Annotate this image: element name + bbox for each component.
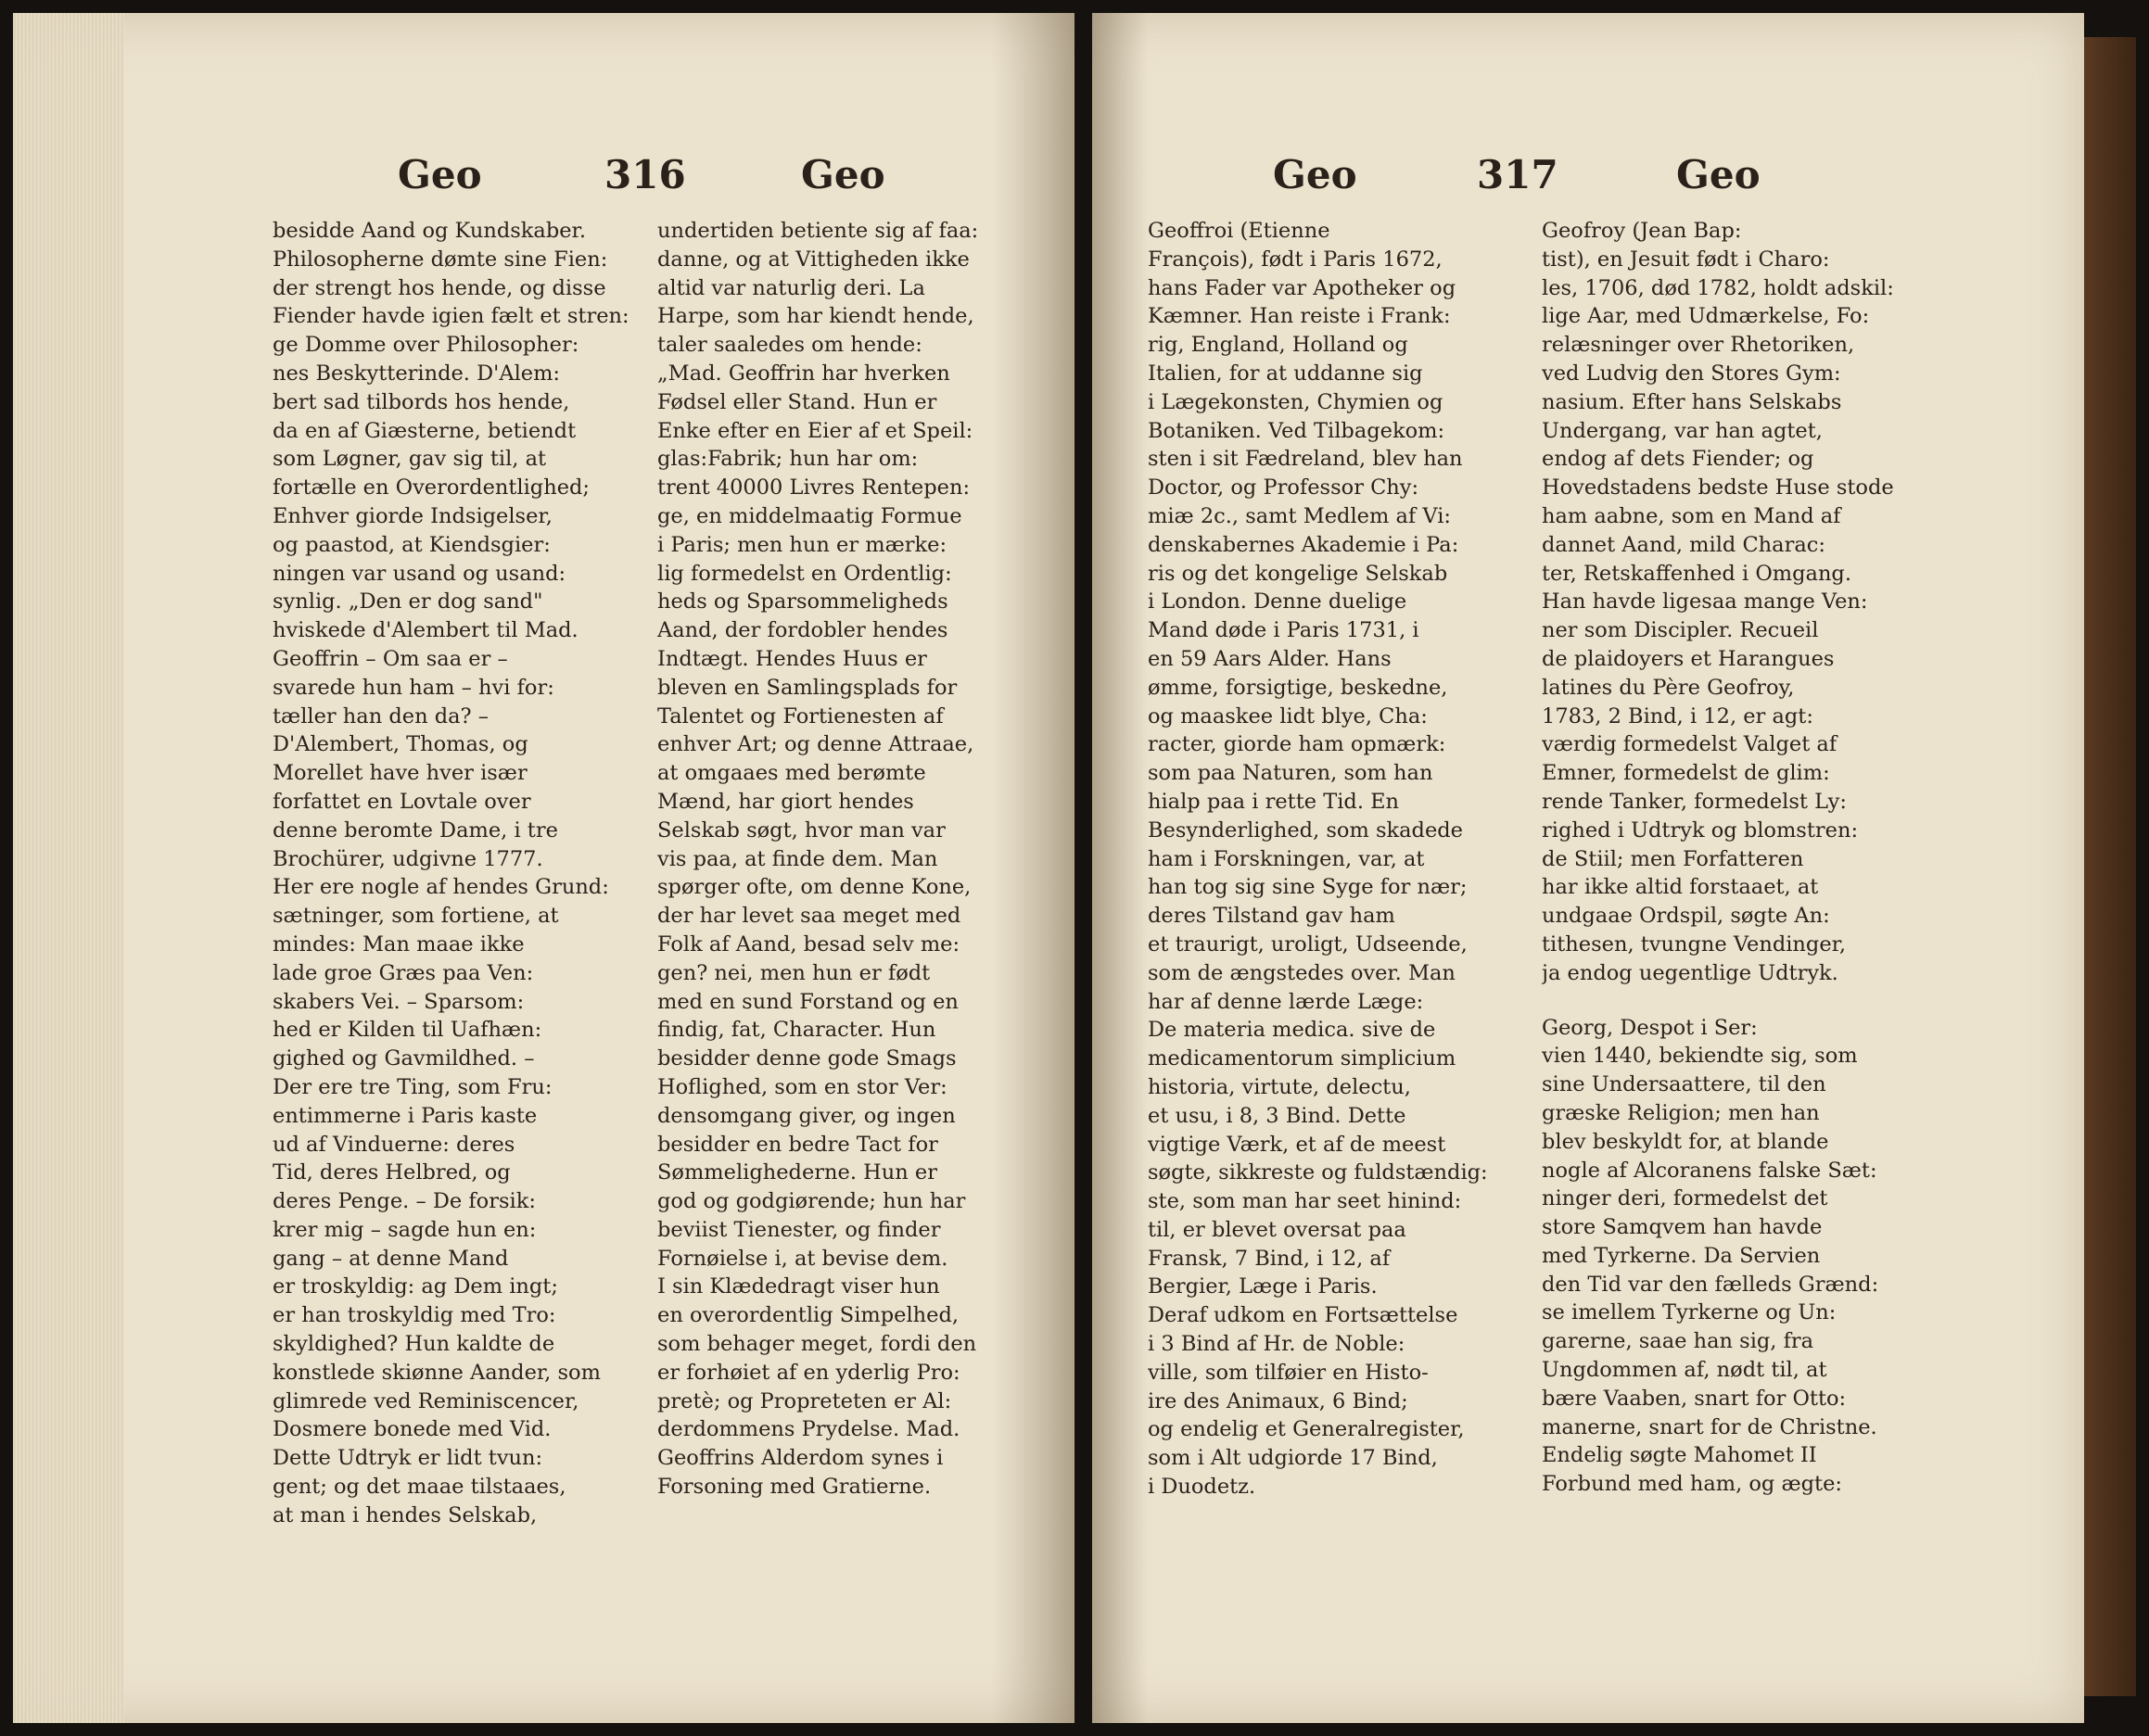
text-line: Brochürer, udgivne 1777.: [273, 846, 543, 871]
text-line: undertiden betiente sig af faa:: [657, 219, 979, 243]
text-line: de Stiil; men Forfatteren: [1542, 846, 1804, 871]
text-line: store Samqvem han havde: [1542, 1215, 1823, 1240]
text-line: nogle af Alcoranens falske Sæt:: [1542, 1158, 1877, 1183]
text-line: Tid, deres Helbred, og: [273, 1160, 511, 1185]
text-line: Undergang, var han agtet,: [1542, 418, 1823, 443]
text-line: 1783, 2 Bind, i 12, er agt:: [1542, 703, 1813, 729]
text-line: Besynderlighed, som skadede: [1148, 817, 1463, 843]
text-line: se imellem Tyrkerne og Un:: [1542, 1300, 1837, 1325]
text-line: François), født i Paris 1672,: [1148, 247, 1443, 272]
text-line: Aand, der fordobler hendes: [657, 618, 948, 643]
text-line: konstlede skiønne Aander, som: [273, 1360, 601, 1385]
entry-separator: [1542, 988, 1908, 1014]
text-line: som de ængstedes over. Man: [1148, 960, 1456, 985]
text-line: ningen var usand og usand:: [273, 561, 566, 586]
text-line: hans Fader var Apotheker og: [1148, 275, 1456, 300]
text-line: ømme, forsigtige, beskedne,: [1148, 675, 1448, 700]
text-line: Italien, for at uddanne sig: [1148, 361, 1423, 386]
running-head-left: Geo: [1273, 152, 1357, 197]
text-line: denskabernes Akademie i Pa:: [1148, 532, 1459, 557]
text-line: Forsoning med Gratierne.: [657, 1475, 932, 1500]
text-line: ire des Animaux, 6 Bind;: [1148, 1388, 1408, 1413]
text-line: og paastod, at Kiendsgier:: [273, 532, 551, 557]
text-line: bære Vaaben, snart for Otto:: [1542, 1386, 1847, 1411]
entry-geofroy: [1542, 217, 1908, 988]
text-line: Doctor, og Professor Chy:: [1148, 475, 1419, 501]
text-line: ge Domme over Philosopher:: [273, 333, 579, 358]
text-line: densomgang giver, og ingen: [657, 1103, 956, 1128]
text-line: Geoffroi (Etienne: [1148, 219, 1330, 243]
text-line: latines du Père Geofroy,: [1542, 675, 1795, 700]
text-line: spørger ofte, om denne Kone,: [657, 875, 972, 900]
text-line: Forbund med ham, og ægte:: [1542, 1472, 1842, 1497]
text-line: Hovedstadens bedste Huse stode: [1542, 475, 1894, 501]
text-line: Mand døde i Paris 1731, i: [1148, 618, 1419, 643]
text-line: Sømmelighederne. Hun er: [657, 1160, 937, 1185]
text-line: har ikke altid forstaaet, at: [1542, 875, 1819, 900]
text-line: ville, som tilføier en Histo-: [1148, 1360, 1429, 1385]
text-line: enhver Art; og denne Attraae,: [657, 732, 974, 757]
text-line: Dosmere bonede med Vid.: [273, 1417, 552, 1442]
text-line: ja endog uegentlige Udtryk.: [1542, 960, 1838, 985]
text-line: i Paris; men hun er mærke:: [657, 532, 947, 557]
text-line: pretè; og Propreteten er Al:: [657, 1388, 952, 1413]
text-line: som behager meget, fordi den: [657, 1332, 977, 1357]
text-line: sten i sit Fædreland, blev han: [1148, 447, 1463, 472]
text-line: garerne, saae han sig, fra: [1542, 1329, 1814, 1354]
text-line: bleven en Samlingsplads for: [657, 675, 958, 700]
text-line: at man i hendes Selskab,: [273, 1502, 538, 1527]
text-line: manerne, snart for de Christne.: [1542, 1414, 1877, 1439]
text-line: denne beromte Dame, i tre: [273, 817, 558, 843]
text-line: mindes: Man maae ikke: [273, 931, 525, 957]
text-line: hviskede d'Alembert til Mad.: [273, 618, 579, 643]
text-line: Her ere nogle af hendes Grund:: [273, 875, 609, 900]
text-line: som paa Naturen, som han: [1148, 761, 1433, 786]
text-line: Bergier, Læge i Paris.: [1148, 1274, 1378, 1299]
page-number: 316: [604, 152, 686, 197]
text-line: Botaniken. Ved Tilbagekom:: [1148, 418, 1445, 443]
text-line: ste, som man har seet hinind:: [1148, 1189, 1462, 1214]
text-line: gen? nei, men hun er født: [657, 960, 931, 985]
text-line: taler saaledes om hende:: [657, 333, 922, 358]
left-page-column-2: [657, 217, 1024, 1502]
text-line: vis paa, at finde dem. Man: [657, 846, 938, 871]
text-line: der har levet saa meget med: [657, 904, 961, 929]
text-line: tithesen, tvungne Vendinger,: [1542, 931, 1847, 957]
text-line: et traurigt, uroligt, Udseende,: [1148, 931, 1468, 957]
text-line: en overordentlig Simpelhed,: [657, 1303, 960, 1328]
text-line: historia, virtute, delectu,: [1148, 1074, 1411, 1099]
book-cover-edge: [2084, 37, 2136, 1696]
text-line: I sin Klædedragt viser hun: [657, 1274, 940, 1299]
text-line: ud af Vinduerne: deres: [273, 1132, 515, 1157]
page-number: 317: [1477, 152, 1558, 197]
text-line: ge, en middelmaatig Formue: [657, 503, 962, 528]
text-line: deres Penge. – De forsik:: [273, 1189, 536, 1214]
text-line: krer mig – sagde hun en:: [273, 1217, 537, 1242]
text-line: D'Alembert, Thomas, og: [273, 732, 528, 757]
running-head-right: Geo: [1676, 152, 1761, 197]
text-line: sætninger, som fortiene, at: [273, 904, 559, 929]
text-line: blev beskyldt for, at blande: [1542, 1129, 1829, 1154]
text-line: Selskab søgt, hvor man var: [657, 817, 946, 843]
text-line: med en sund Forstand og en: [657, 989, 959, 1014]
text-line: Endelig søgte Mahomet II: [1542, 1443, 1817, 1468]
text-line: er han troskyldig med Tro:: [273, 1303, 556, 1328]
right-page-column-2: [1542, 217, 1908, 1499]
text-line: „Mad. Geoffrin har hverken: [657, 361, 950, 386]
text-line: dannet Aand, mild Charac:: [1542, 532, 1825, 557]
text-line: skabers Vei. – Sparsom:: [273, 989, 525, 1014]
text-line: ved Ludvig den Stores Gym:: [1542, 361, 1841, 386]
text-line: Deraf udkom en Fortsættelse: [1148, 1303, 1458, 1328]
text-line: Ungdommen af, nødt til, at: [1542, 1358, 1827, 1383]
text-line: les, 1706, død 1782, holdt adskil:: [1542, 275, 1894, 300]
text-line: righed i Udtryk og blomstren:: [1542, 817, 1859, 843]
text-line: lade groe Græs paa Ven:: [273, 960, 534, 985]
text-line: undgaae Ordspil, søgte An:: [1542, 904, 1830, 929]
text-line: Folk af Aand, besad selv me:: [657, 931, 960, 957]
text-line: søgte, sikkreste og fuldstændig:: [1148, 1160, 1488, 1185]
text-line: ter, Retskaffenhed i Omgang.: [1542, 561, 1851, 586]
text-line: ner som Discipler. Recueil: [1542, 618, 1819, 643]
text-line: vigtige Værk, et af de meest: [1148, 1132, 1446, 1157]
text-line: derdommens Prydelse. Mad.: [657, 1417, 960, 1442]
text-line: findig, fat, Character. Hun: [657, 1018, 936, 1043]
text-line: de plaidoyers et Harangues: [1542, 646, 1835, 671]
text-line: gang – at denne Mand: [273, 1246, 509, 1271]
text-line: Geoffrins Alderdom synes i: [657, 1446, 944, 1471]
text-line: med Tyrkerne. Da Servien: [1542, 1243, 1821, 1268]
text-line: Fransk, 7 Bind, i 12, af: [1148, 1246, 1391, 1271]
text-line: en 59 Aars Alder. Hans: [1148, 646, 1392, 671]
text-line: beviist Tienester, og finder: [657, 1217, 941, 1242]
text-line: græske Religion; men han: [1542, 1100, 1820, 1125]
text-line: værdig formedelst Valget af: [1542, 732, 1837, 757]
text-line: synlig. „Den er dog sand": [273, 589, 543, 615]
text-line: som Løgner, gav sig til, at: [273, 447, 547, 472]
text-line: sine Undersaattere, til den: [1542, 1072, 1826, 1097]
text-line: danne, og at Vittigheden ikke: [657, 247, 970, 272]
text-line: Enke efter en Eier af et Speil:: [657, 418, 973, 443]
text-line: at omgaaes med berømte: [657, 761, 926, 786]
text-line: hed er Kilden til Uafhæn:: [273, 1018, 542, 1043]
text-line: Indtægt. Hendes Huus er: [657, 646, 927, 671]
gutter-shadow: [1092, 13, 1148, 1723]
text-line: deres Tilstand gav ham: [1148, 904, 1395, 929]
text-line: bert sad tilbords hos hende,: [273, 389, 570, 414]
text-line: er forhøiet af en yderlig Pro:: [657, 1360, 960, 1385]
text-line: fortælle en Overordentlighed;: [273, 475, 591, 501]
text-line: i Duodetz.: [1148, 1475, 1256, 1500]
text-line: De materia medica. sive de: [1148, 1018, 1436, 1043]
text-line: Mænd, har giort hendes: [657, 789, 914, 814]
text-line: gent; og det maae tilstaaes,: [273, 1475, 566, 1500]
text-line: Georg, Despot i Ser:: [1542, 1015, 1758, 1040]
text-line: trent 40000 Livres Rentepen:: [657, 475, 971, 501]
text-line: glas:Fabrik; hun har om:: [657, 447, 919, 472]
text-line: skyldighed? Hun kaldte de: [273, 1332, 555, 1357]
text-line: lig formedelst en Ordentlig:: [657, 561, 952, 586]
text-line: der strengt hos hende, og disse: [273, 275, 606, 300]
text-line: Geofroy (Jean Bap:: [1542, 219, 1742, 243]
text-line: svarede hun ham – hvi for:: [273, 675, 554, 700]
text-line: som i Alt udgiorde 17 Bind,: [1148, 1446, 1438, 1471]
text-line: ninger deri, formedelst det: [1542, 1186, 1828, 1211]
running-head-left: Geo: [398, 152, 482, 197]
page-edges: [13, 13, 124, 1723]
text-line: entimmerne i Paris kaste: [273, 1103, 538, 1128]
text-line: i London. Denne duelige: [1148, 589, 1407, 615]
left-page: [13, 13, 1074, 1723]
text-line: forfattet en Lovtale over: [273, 789, 531, 814]
text-line: har af denne lærde Læge:: [1148, 989, 1424, 1014]
text-line: Morellet have hver især: [273, 761, 528, 786]
text-line: i Lægekonsten, Chymien og: [1148, 389, 1443, 414]
text-line: glimrede ved Reminiscencer,: [273, 1388, 579, 1413]
text-line: ham i Forskningen, var, at: [1148, 846, 1425, 871]
text-line: Enhver giorde Indsigelser,: [273, 503, 553, 528]
text-line: Fornøielse i, at bevise dem.: [657, 1246, 948, 1271]
text-line: han tog sig sine Syge for nær;: [1148, 875, 1468, 900]
text-line: miæ 2c., samt Medlem af Vi:: [1148, 503, 1451, 528]
text-line: den Tid var den fælleds Grænd:: [1542, 1272, 1879, 1297]
text-line: nes Beskytterinde. D'Alem:: [273, 361, 561, 386]
text-line: Fødsel eller Stand. Hun er: [657, 389, 937, 414]
text-line: vien 1440, bekiendte sig, som: [1542, 1044, 1858, 1069]
text-line: god og godgiørende; hun har: [657, 1189, 966, 1214]
text-line: racter, giorde ham opmærk:: [1148, 732, 1446, 757]
text-line: Harpe, som har kiendt hende,: [657, 304, 974, 329]
text-line: da en af Giæsterne, betiendt: [273, 418, 577, 443]
text-line: hialp paa i rette Tid. En: [1148, 789, 1400, 814]
text-line: Talentet og Fortienesten af: [657, 703, 944, 729]
text-line: relæsninger over Rhetoriken,: [1542, 333, 1855, 358]
text-line: Kæmner. Han reiste i Frank:: [1148, 304, 1451, 329]
text-line: rende Tanker, formedelst Ly:: [1542, 789, 1847, 814]
text-line: besidde Aand og Kundskaber.: [273, 219, 586, 243]
text-line: endog af dets Fiender; og: [1542, 447, 1814, 472]
text-line: et usu, i 8, 3 Bind. Dette: [1148, 1103, 1406, 1128]
text-line: Emner, formedelst de glim:: [1542, 761, 1830, 786]
running-head-right: Geo: [801, 152, 885, 197]
text-line: medicamentorum simplicium: [1148, 1046, 1456, 1071]
right-page-header: [1092, 152, 2084, 217]
text-line: besidder denne gode Smags: [657, 1046, 957, 1071]
text-line: nasium. Efter hans Selskabs: [1542, 389, 1842, 414]
text-line: Geoffrin – Om saa er –: [273, 646, 508, 671]
right-page: [1092, 13, 2084, 1723]
text-line: ham aabne, som en Mand af: [1542, 503, 1841, 528]
left-page-header: [13, 152, 1074, 217]
text-line: altid var naturlig deri. La: [657, 275, 925, 300]
text-line: tæller han den da? –: [273, 703, 489, 729]
entry-georg: [1542, 1014, 1908, 1500]
text-line: og maaskee lidt blye, Cha:: [1148, 703, 1428, 729]
text-line: i 3 Bind af Hr. de Noble:: [1148, 1332, 1405, 1357]
text-line: gighed og Gavmildhed. –: [273, 1046, 535, 1071]
text-line: Han havde ligesaa mange Ven:: [1542, 589, 1868, 615]
text-line: til, er blevet oversat paa: [1148, 1217, 1406, 1242]
text-line: heds og Sparsommeligheds: [657, 589, 948, 615]
text-line: Der ere tre Ting, som Fru:: [273, 1074, 553, 1099]
text-line: og endelig et Generalregister,: [1148, 1417, 1465, 1442]
text-line: ris og det kongelige Selskab: [1148, 561, 1448, 586]
text-line: besidder en bedre Tact for: [657, 1132, 938, 1157]
text-line: lige Aar, med Udmærkelse, Fo:: [1542, 304, 1870, 329]
right-page-column-1: [1148, 217, 1505, 1502]
left-page-column-1: [273, 217, 634, 1530]
text-line: tist), en Jesuit født i Charo:: [1542, 247, 1830, 272]
text-line: Hoflighed, som en stor Ver:: [657, 1074, 947, 1099]
text-line: Philosopherne dømte sine Fien:: [273, 247, 608, 272]
text-line: rig, England, Holland og: [1148, 333, 1408, 358]
text-line: Dette Udtryk er lidt tvun:: [273, 1446, 543, 1471]
text-line: er troskyldig: ag Dem ingt;: [273, 1274, 558, 1299]
text-line: Fiender havde igien fælt et stren:: [273, 304, 629, 329]
